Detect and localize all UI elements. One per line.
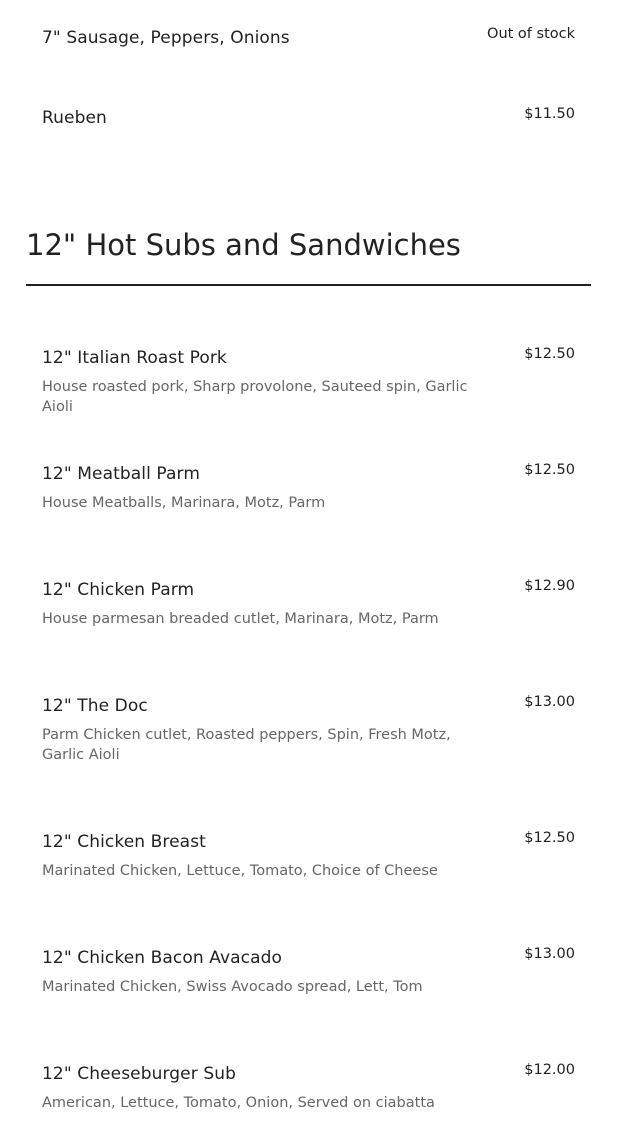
menu-item-price: $12.50: [524, 830, 575, 846]
menu-item-name: Rueben: [42, 108, 107, 128]
menu-item-name: 7" Sausage, Peppers, Onions: [42, 28, 290, 48]
menu-item-name: 12" The Doc: [42, 696, 148, 716]
menu-item-name: 12" Chicken Breast: [42, 832, 206, 852]
menu-item-price: $11.50: [524, 106, 575, 122]
menu-item-name: 12" Chicken Parm: [42, 580, 195, 600]
menu-item-price: $12.50: [524, 346, 575, 362]
menu-item-description: Marinated Chicken, Lettuce, Tomato, Choice of Cheese: [42, 863, 438, 879]
menu-item-price: $12.50: [524, 462, 575, 478]
menu-item-price: $13.00: [524, 946, 575, 962]
menu-item-price: $12.90: [524, 578, 575, 594]
menu-item-price: $12.00: [524, 1062, 575, 1078]
menu-item-name: 12" Meatball Parm: [42, 464, 200, 484]
section-title: 12" Hot Subs and Sandwiches: [26, 228, 461, 262]
menu-item-name: 12" Italian Roast Pork: [42, 348, 227, 368]
menu-item-name: 12" Chicken Bacon Avacado: [42, 948, 283, 968]
menu-item-description: American, Lettuce, Tomato, Onion, Served on ciabatta: [42, 1095, 435, 1111]
menu-item-description: House Meatballs, Marinara, Motz, Parm: [42, 495, 326, 511]
menu-item-price: $13.00: [524, 694, 575, 710]
out-of-stock-label: Out of stock: [487, 26, 575, 42]
menu-item-description: House parmesan breaded cutlet, Marinara, Motz, Parm: [42, 611, 439, 627]
menu-item-description: Marinated Chicken, Swiss Avocado spread, Lett, Tom: [42, 979, 423, 995]
menu-item-name: 12" Cheeseburger Sub: [42, 1064, 236, 1084]
menu-item-description: House roasted pork, Sharp provolone, Sauteed spin, Garlic Aioli: [42, 379, 468, 415]
menu-item-description: Parm Chicken cutlet, Roasted peppers, Spin, Fresh Motz, Garlic Aioli: [42, 727, 451, 763]
section-divider: [26, 284, 591, 286]
